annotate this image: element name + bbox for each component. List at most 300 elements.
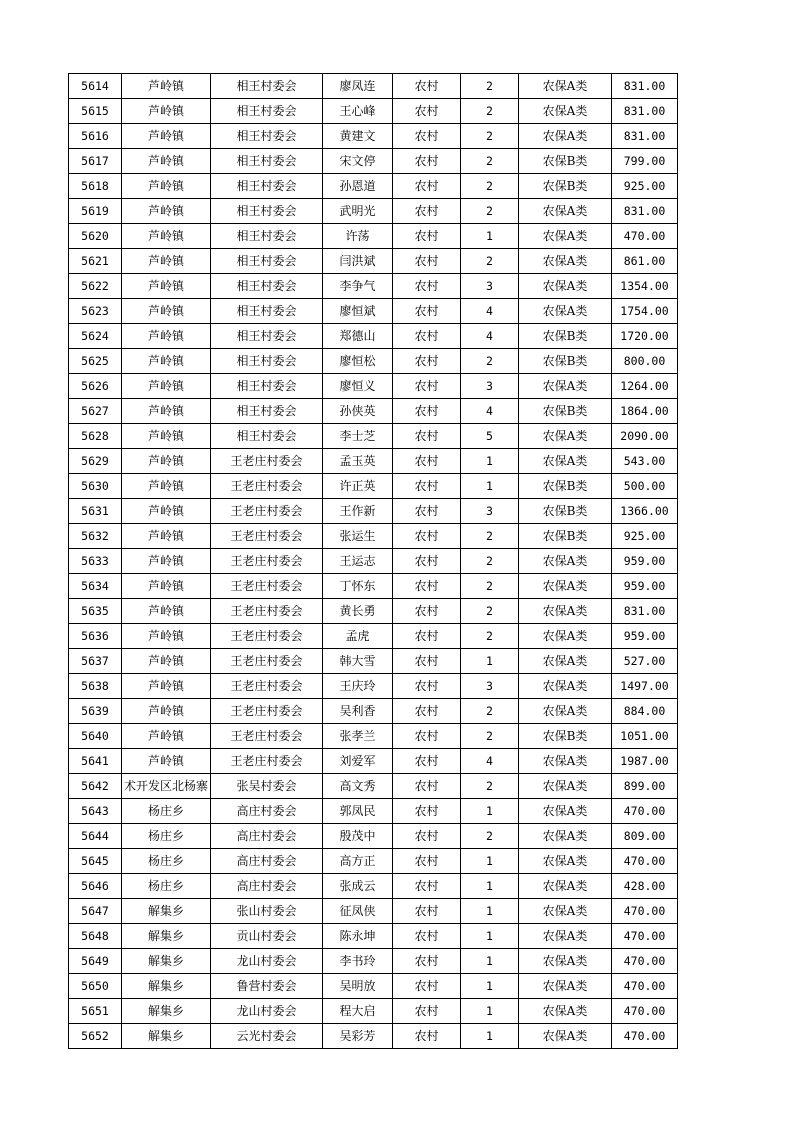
table-row <box>69 874 678 899</box>
township-cell: 芦岭镇 <box>122 724 211 749</box>
amount-cell: 1354.00 <box>612 274 678 299</box>
township-cell: 术开发区北杨寨 <box>122 774 211 799</box>
name-cell: 孟虎 <box>323 624 393 649</box>
village-committee-cell: 龙山村委会 <box>211 949 323 974</box>
household-type-cell: 农村 <box>393 599 461 624</box>
household-type-cell: 农村 <box>393 674 461 699</box>
category-cell: 农保A类 <box>519 849 612 874</box>
township-cell: 杨庄乡 <box>122 824 211 849</box>
category-cell: 农保B类 <box>519 324 612 349</box>
township-cell: 芦岭镇 <box>122 374 211 399</box>
serial-number-cell: 5616 <box>69 124 122 149</box>
amount-cell: 1754.00 <box>612 299 678 324</box>
member-count-cell: 3 <box>461 374 519 399</box>
village-committee-cell: 相王村委会 <box>211 249 323 274</box>
township-cell: 芦岭镇 <box>122 424 211 449</box>
household-type-cell: 农村 <box>393 724 461 749</box>
table-row <box>69 449 678 474</box>
name-cell: 廖恒义 <box>323 374 393 399</box>
member-count-cell: 4 <box>461 299 519 324</box>
table-row <box>69 749 678 774</box>
serial-number-cell: 5632 <box>69 524 122 549</box>
amount-cell: 884.00 <box>612 699 678 724</box>
serial-number-cell: 5639 <box>69 699 122 724</box>
member-count-cell: 4 <box>461 399 519 424</box>
member-count-cell: 4 <box>461 749 519 774</box>
table-row <box>69 624 678 649</box>
table-row <box>69 799 678 824</box>
household-type-cell: 农村 <box>393 249 461 274</box>
household-type-cell: 农村 <box>393 149 461 174</box>
amount-cell: 428.00 <box>612 874 678 899</box>
household-type-cell: 农村 <box>393 99 461 124</box>
township-cell: 芦岭镇 <box>122 74 211 99</box>
category-cell: 农保B类 <box>519 524 612 549</box>
amount-cell: 470.00 <box>612 974 678 999</box>
household-type-cell: 农村 <box>393 74 461 99</box>
village-committee-cell: 王老庄村委会 <box>211 474 323 499</box>
table-row <box>69 899 678 924</box>
amount-cell: 470.00 <box>612 949 678 974</box>
household-type-cell: 农村 <box>393 949 461 974</box>
name-cell: 宋文停 <box>323 149 393 174</box>
category-cell: 农保A类 <box>519 624 612 649</box>
amount-cell: 809.00 <box>612 824 678 849</box>
household-type-cell: 农村 <box>393 749 461 774</box>
serial-number-cell: 5615 <box>69 99 122 124</box>
member-count-cell: 1 <box>461 899 519 924</box>
amount-cell: 1366.00 <box>612 499 678 524</box>
household-type-cell: 农村 <box>393 174 461 199</box>
household-type-cell: 农村 <box>393 349 461 374</box>
table-row <box>69 324 678 349</box>
member-count-cell: 1 <box>461 849 519 874</box>
member-count-cell: 1 <box>461 799 519 824</box>
member-count-cell: 1 <box>461 449 519 474</box>
amount-cell: 470.00 <box>612 999 678 1024</box>
village-committee-cell: 张吴村委会 <box>211 774 323 799</box>
household-type-cell: 农村 <box>393 1024 461 1049</box>
category-cell: 农保A类 <box>519 549 612 574</box>
name-cell: 韩大雪 <box>323 649 393 674</box>
member-count-cell: 2 <box>461 249 519 274</box>
serial-number-cell: 5640 <box>69 724 122 749</box>
serial-number-cell: 5649 <box>69 949 122 974</box>
village-committee-cell: 相王村委会 <box>211 299 323 324</box>
household-type-cell: 农村 <box>393 774 461 799</box>
category-cell: 农保B类 <box>519 149 612 174</box>
amount-cell: 831.00 <box>612 199 678 224</box>
category-cell: 农保A类 <box>519 999 612 1024</box>
name-cell: 王庆玲 <box>323 674 393 699</box>
name-cell: 武明光 <box>323 199 393 224</box>
village-committee-cell: 龙山村委会 <box>211 999 323 1024</box>
township-cell: 杨庄乡 <box>122 799 211 824</box>
village-committee-cell: 王老庄村委会 <box>211 524 323 549</box>
village-committee-cell: 高庄村委会 <box>211 849 323 874</box>
category-cell: 农保B类 <box>519 349 612 374</box>
village-committee-cell: 贡山村委会 <box>211 924 323 949</box>
name-cell: 郭凤民 <box>323 799 393 824</box>
township-cell: 解集乡 <box>122 974 211 999</box>
table-row <box>69 924 678 949</box>
serial-number-cell: 5631 <box>69 499 122 524</box>
table-row <box>69 574 678 599</box>
category-cell: 农保A类 <box>519 249 612 274</box>
serial-number-cell: 5648 <box>69 924 122 949</box>
name-cell: 王运志 <box>323 549 393 574</box>
township-cell: 解集乡 <box>122 899 211 924</box>
serial-number-cell: 5646 <box>69 874 122 899</box>
township-cell: 芦岭镇 <box>122 124 211 149</box>
table-body <box>69 74 678 1049</box>
member-count-cell: 2 <box>461 199 519 224</box>
township-cell: 芦岭镇 <box>122 349 211 374</box>
household-type-cell: 农村 <box>393 874 461 899</box>
township-cell: 芦岭镇 <box>122 149 211 174</box>
village-committee-cell: 高庄村委会 <box>211 799 323 824</box>
serial-number-cell: 5628 <box>69 424 122 449</box>
table-row <box>69 199 678 224</box>
table-row <box>69 524 678 549</box>
township-cell: 解集乡 <box>122 999 211 1024</box>
household-type-cell: 农村 <box>393 299 461 324</box>
household-type-cell: 农村 <box>393 524 461 549</box>
household-type-cell: 农村 <box>393 624 461 649</box>
table-row <box>69 674 678 699</box>
table-row <box>69 649 678 674</box>
name-cell: 许正英 <box>323 474 393 499</box>
name-cell: 王心峰 <box>323 99 393 124</box>
amount-cell: 831.00 <box>612 124 678 149</box>
amount-cell: 527.00 <box>612 649 678 674</box>
village-committee-cell: 王老庄村委会 <box>211 549 323 574</box>
serial-number-cell: 5619 <box>69 199 122 224</box>
table-row <box>69 424 678 449</box>
name-cell: 张孝兰 <box>323 724 393 749</box>
serial-number-cell: 5622 <box>69 274 122 299</box>
member-count-cell: 1 <box>461 949 519 974</box>
township-cell: 芦岭镇 <box>122 574 211 599</box>
category-cell: 农保A类 <box>519 874 612 899</box>
serial-number-cell: 5644 <box>69 824 122 849</box>
village-committee-cell: 相王村委会 <box>211 149 323 174</box>
serial-number-cell: 5641 <box>69 749 122 774</box>
member-count-cell: 1 <box>461 999 519 1024</box>
category-cell: 农保A类 <box>519 299 612 324</box>
amount-cell: 470.00 <box>612 849 678 874</box>
name-cell: 陈永坤 <box>323 924 393 949</box>
village-committee-cell: 高庄村委会 <box>211 874 323 899</box>
category-cell: 农保A类 <box>519 899 612 924</box>
serial-number-cell: 5617 <box>69 149 122 174</box>
village-committee-cell: 张山村委会 <box>211 899 323 924</box>
amount-cell: 1051.00 <box>612 724 678 749</box>
amount-cell: 831.00 <box>612 99 678 124</box>
amount-cell: 470.00 <box>612 924 678 949</box>
name-cell: 李争气 <box>323 274 393 299</box>
name-cell: 廖恒斌 <box>323 299 393 324</box>
village-committee-cell: 相王村委会 <box>211 274 323 299</box>
category-cell: 农保A类 <box>519 449 612 474</box>
household-type-cell: 农村 <box>393 799 461 824</box>
member-count-cell: 1 <box>461 649 519 674</box>
amount-cell: 2090.00 <box>612 424 678 449</box>
name-cell: 张运生 <box>323 524 393 549</box>
serial-number-cell: 5614 <box>69 74 122 99</box>
member-count-cell: 2 <box>461 99 519 124</box>
amount-cell: 861.00 <box>612 249 678 274</box>
member-count-cell: 1 <box>461 1024 519 1049</box>
township-cell: 芦岭镇 <box>122 474 211 499</box>
township-cell: 芦岭镇 <box>122 599 211 624</box>
amount-cell: 543.00 <box>612 449 678 474</box>
member-count-cell: 1 <box>461 974 519 999</box>
township-cell: 芦岭镇 <box>122 99 211 124</box>
village-committee-cell: 相王村委会 <box>211 349 323 374</box>
member-count-cell: 1 <box>461 224 519 249</box>
member-count-cell: 2 <box>461 74 519 99</box>
category-cell: 农保A类 <box>519 274 612 299</box>
member-count-cell: 1 <box>461 924 519 949</box>
amount-cell: 1987.00 <box>612 749 678 774</box>
category-cell: 农保A类 <box>519 699 612 724</box>
table-row <box>69 74 678 99</box>
category-cell: 农保A类 <box>519 824 612 849</box>
table-row <box>69 349 678 374</box>
serial-number-cell: 5638 <box>69 674 122 699</box>
table-row <box>69 974 678 999</box>
amount-cell: 500.00 <box>612 474 678 499</box>
household-type-cell: 农村 <box>393 449 461 474</box>
member-count-cell: 2 <box>461 824 519 849</box>
village-committee-cell: 王老庄村委会 <box>211 674 323 699</box>
township-cell: 解集乡 <box>122 924 211 949</box>
table-row <box>69 149 678 174</box>
amount-cell: 1497.00 <box>612 674 678 699</box>
name-cell: 闫洪斌 <box>323 249 393 274</box>
village-committee-cell: 相王村委会 <box>211 199 323 224</box>
village-committee-cell: 相王村委会 <box>211 74 323 99</box>
category-cell: 农保B类 <box>519 474 612 499</box>
name-cell: 吴彩芳 <box>323 1024 393 1049</box>
serial-number-cell: 5630 <box>69 474 122 499</box>
category-cell: 农保A类 <box>519 949 612 974</box>
name-cell: 许荡 <box>323 224 393 249</box>
serial-number-cell: 5626 <box>69 374 122 399</box>
village-committee-cell: 相王村委会 <box>211 324 323 349</box>
category-cell: 农保A类 <box>519 99 612 124</box>
name-cell: 吴利香 <box>323 699 393 724</box>
table-row <box>69 274 678 299</box>
name-cell: 孟玉英 <box>323 449 393 474</box>
category-cell: 农保B类 <box>519 174 612 199</box>
village-committee-cell: 王老庄村委会 <box>211 499 323 524</box>
household-type-cell: 农村 <box>393 924 461 949</box>
serial-number-cell: 5627 <box>69 399 122 424</box>
category-cell: 农保A类 <box>519 574 612 599</box>
village-committee-cell: 云光村委会 <box>211 1024 323 1049</box>
member-count-cell: 2 <box>461 774 519 799</box>
table-row <box>69 774 678 799</box>
name-cell: 郑德山 <box>323 324 393 349</box>
name-cell: 张成云 <box>323 874 393 899</box>
township-cell: 芦岭镇 <box>122 699 211 724</box>
name-cell: 廖凤连 <box>323 74 393 99</box>
member-count-cell: 5 <box>461 424 519 449</box>
serial-number-cell: 5621 <box>69 249 122 274</box>
township-cell: 芦岭镇 <box>122 624 211 649</box>
member-count-cell: 3 <box>461 674 519 699</box>
village-committee-cell: 高庄村委会 <box>211 824 323 849</box>
serial-number-cell: 5629 <box>69 449 122 474</box>
table-row <box>69 99 678 124</box>
amount-cell: 799.00 <box>612 149 678 174</box>
name-cell: 黄长勇 <box>323 599 393 624</box>
amount-cell: 959.00 <box>612 549 678 574</box>
category-cell: 农保A类 <box>519 599 612 624</box>
township-cell: 芦岭镇 <box>122 524 211 549</box>
member-count-cell: 2 <box>461 174 519 199</box>
table-row <box>69 374 678 399</box>
member-count-cell: 1 <box>461 474 519 499</box>
name-cell: 征凤侠 <box>323 899 393 924</box>
serial-number-cell: 5643 <box>69 799 122 824</box>
village-committee-cell: 王老庄村委会 <box>211 724 323 749</box>
household-type-cell: 农村 <box>393 199 461 224</box>
amount-cell: 470.00 <box>612 899 678 924</box>
village-committee-cell: 王老庄村委会 <box>211 699 323 724</box>
table-row <box>69 124 678 149</box>
household-type-cell: 农村 <box>393 699 461 724</box>
serial-number-cell: 5636 <box>69 624 122 649</box>
name-cell: 李士芝 <box>323 424 393 449</box>
serial-number-cell: 5652 <box>69 1024 122 1049</box>
amount-cell: 925.00 <box>612 174 678 199</box>
village-committee-cell: 王老庄村委会 <box>211 649 323 674</box>
category-cell: 农保A类 <box>519 374 612 399</box>
name-cell: 程大启 <box>323 999 393 1024</box>
amount-cell: 1864.00 <box>612 399 678 424</box>
township-cell: 解集乡 <box>122 1024 211 1049</box>
household-type-cell: 农村 <box>393 824 461 849</box>
member-count-cell: 3 <box>461 499 519 524</box>
table-row <box>69 399 678 424</box>
category-cell: 农保A类 <box>519 974 612 999</box>
category-cell: 农保A类 <box>519 749 612 774</box>
household-type-cell: 农村 <box>393 849 461 874</box>
member-count-cell: 2 <box>461 574 519 599</box>
village-committee-cell: 相王村委会 <box>211 124 323 149</box>
category-cell: 农保A类 <box>519 649 612 674</box>
village-committee-cell: 相王村委会 <box>211 424 323 449</box>
amount-cell: 470.00 <box>612 799 678 824</box>
member-count-cell: 4 <box>461 324 519 349</box>
amount-cell: 959.00 <box>612 624 678 649</box>
township-cell: 芦岭镇 <box>122 449 211 474</box>
amount-cell: 1264.00 <box>612 374 678 399</box>
serial-number-cell: 5624 <box>69 324 122 349</box>
relief-roster-table <box>68 73 678 1049</box>
serial-number-cell: 5634 <box>69 574 122 599</box>
serial-number-cell: 5645 <box>69 849 122 874</box>
name-cell: 高方正 <box>323 849 393 874</box>
category-cell: 农保A类 <box>519 199 612 224</box>
table-row <box>69 999 678 1024</box>
serial-number-cell: 5635 <box>69 599 122 624</box>
table-row <box>69 849 678 874</box>
member-count-cell: 1 <box>461 874 519 899</box>
village-committee-cell: 王老庄村委会 <box>211 574 323 599</box>
household-type-cell: 农村 <box>393 474 461 499</box>
household-type-cell: 农村 <box>393 224 461 249</box>
name-cell: 刘爱军 <box>323 749 393 774</box>
village-committee-cell: 相王村委会 <box>211 174 323 199</box>
township-cell: 芦岭镇 <box>122 674 211 699</box>
category-cell: 农保A类 <box>519 124 612 149</box>
member-count-cell: 2 <box>461 549 519 574</box>
table-row <box>69 174 678 199</box>
member-count-cell: 2 <box>461 149 519 174</box>
village-committee-cell: 鲁营村委会 <box>211 974 323 999</box>
member-count-cell: 2 <box>461 349 519 374</box>
table-row <box>69 474 678 499</box>
household-type-cell: 农村 <box>393 549 461 574</box>
township-cell: 芦岭镇 <box>122 749 211 774</box>
category-cell: 农保A类 <box>519 1024 612 1049</box>
category-cell: 农保A类 <box>519 224 612 249</box>
amount-cell: 899.00 <box>612 774 678 799</box>
table-row <box>69 1024 678 1049</box>
amount-cell: 1720.00 <box>612 324 678 349</box>
name-cell: 丁怀东 <box>323 574 393 599</box>
table-row <box>69 249 678 274</box>
village-committee-cell: 相王村委会 <box>211 374 323 399</box>
category-cell: 农保A类 <box>519 674 612 699</box>
category-cell: 农保A类 <box>519 774 612 799</box>
member-count-cell: 2 <box>461 599 519 624</box>
household-type-cell: 农村 <box>393 974 461 999</box>
category-cell: 农保B类 <box>519 724 612 749</box>
township-cell: 芦岭镇 <box>122 499 211 524</box>
township-cell: 杨庄乡 <box>122 874 211 899</box>
amount-cell: 470.00 <box>612 224 678 249</box>
amount-cell: 831.00 <box>612 74 678 99</box>
township-cell: 芦岭镇 <box>122 399 211 424</box>
township-cell: 芦岭镇 <box>122 224 211 249</box>
name-cell: 殷茂中 <box>323 824 393 849</box>
table-row <box>69 699 678 724</box>
township-cell: 芦岭镇 <box>122 174 211 199</box>
name-cell: 高文秀 <box>323 774 393 799</box>
amount-cell: 831.00 <box>612 599 678 624</box>
category-cell: 农保A类 <box>519 799 612 824</box>
member-count-cell: 3 <box>461 274 519 299</box>
household-type-cell: 农村 <box>393 124 461 149</box>
category-cell: 农保B类 <box>519 499 612 524</box>
member-count-cell: 2 <box>461 699 519 724</box>
serial-number-cell: 5623 <box>69 299 122 324</box>
category-cell: 农保A类 <box>519 424 612 449</box>
table-row <box>69 299 678 324</box>
member-count-cell: 2 <box>461 524 519 549</box>
member-count-cell: 2 <box>461 124 519 149</box>
table-row <box>69 549 678 574</box>
serial-number-cell: 5633 <box>69 549 122 574</box>
serial-number-cell: 5625 <box>69 349 122 374</box>
township-cell: 芦岭镇 <box>122 324 211 349</box>
household-type-cell: 农村 <box>393 499 461 524</box>
